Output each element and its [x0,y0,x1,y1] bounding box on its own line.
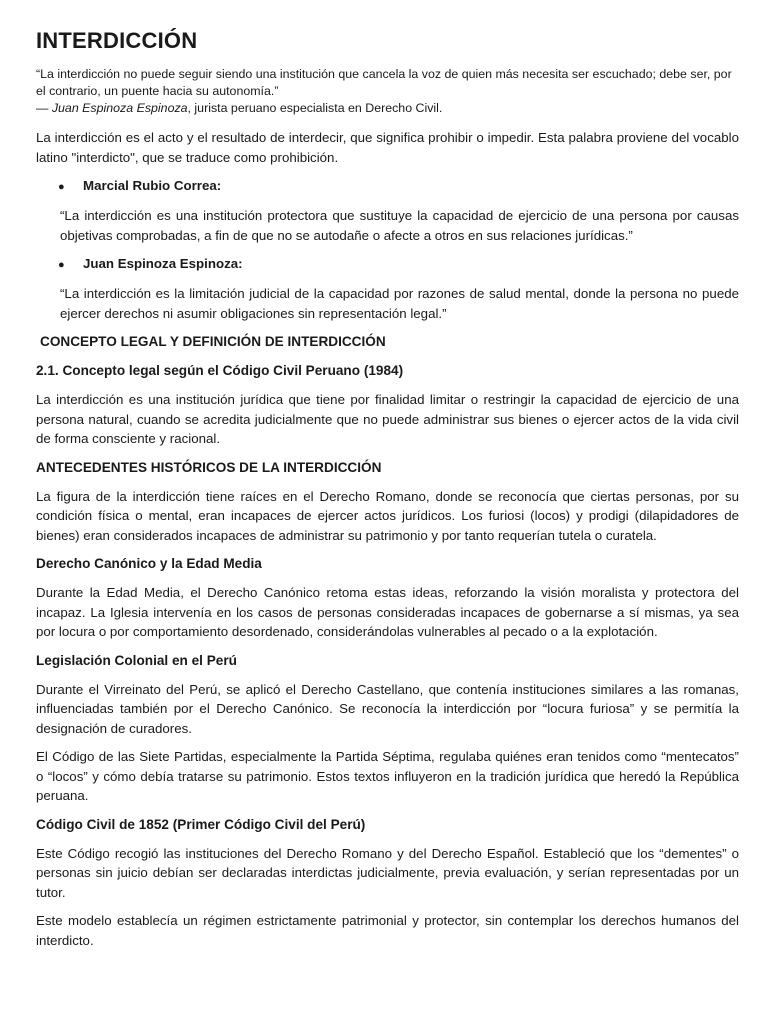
section-heading: 2.1. Concepto legal según el Código Civil Peruano (1984) [36,363,404,378]
page-title: INTERDICCIÓN [36,28,198,53]
epigraph-dash: — [36,101,52,115]
author-quote: “La interdicción es la limitación judicial de la capacidad por razones de salud mental, donde la persona no puede ejercer derechos ni asumir obligaciones sin representación legal.” [60,286,739,321]
section-heading: CONCEPTO LEGAL Y DEFINICIÓN DE INTERDICCIÓN [40,334,386,349]
section-paragraph: Este Código recogió las instituciones del Derecho Romano y del Derecho Español. Estableció que los “dementes” o personas sin juicio debían ser declaradas interdictas judicialmente, previa evaluación, y serían representadas por un tutor. [36,845,739,900]
author-quote: “La interdicción es una institución protectora que sustituye la capacidad de ejercicio de una persona por causas objetivas comprobadas, a fin de que no se autodañe o afecte a otros en sus relaciones jurídicas.” [60,208,739,243]
section-heading: ANTECEDENTES HISTÓRICOS DE LA INTERDICCIÓN [36,459,382,475]
section-heading: Legislación Colonial en el Perú [36,652,237,668]
bullet-icon: ● [58,259,65,271]
bullet-icon: ● [58,181,65,193]
section-heading: Derecho Canónico y la Edad Media [36,556,262,571]
epigraph-quote: “La interdicción no puede seguir siendo una institución que cancela la voz de quien más necesita ser escuchado; debe ser, por el contrario, un puente hacia su autonomía.” [36,67,732,98]
section-paragraph: La interdicción es una institución jurídica que tiene por finalidad limitar o restringir la capacidad de ejercicio de una persona natural, cuando se acredita judicialmente que no puede administrar sus bienes o ejercer actos de la vida civil de forma consciente y racional. [36,392,739,446]
section-paragraph: Durante el Virreinato del Perú, se aplicó el Derecho Castellano, que contenía instituciones similares a las romanas, influenciadas también por el Derecho Canónico. Se reconocía la interdicción por “locura furiosa” y se permitía la designación de curadores. [36,681,739,736]
author-name: Juan Espinoza Espinoza: [83,256,243,271]
section-paragraph: El Código de las Siete Partidas, especialmente la Partida Séptima, regulaba quiénes eran tenidos como “mentecatos” o “locos” y cómo debía tratarse su patrimonio. Estos textos influyeron en la tradición jurídica que heredó la República peruana. [36,749,739,803]
epigraph-role: , jurista peruano especialista en Derecho Civil. [187,101,443,115]
epigraph-attribution [36,100,739,117]
section-paragraph: La figura de la interdicción tiene raíces en el Derecho Romano, donde se reconocía que ciertas personas, por su condición física o mental, eran incapaces de ejercer actos jurídicos. Los furiosi (locos) y prodigi (dilapidadores de bienes) eran considerados incapaces de administrar su patrimonio y por tanto requerían tutela o curatela. [36,488,739,543]
section-paragraph: Durante la Edad Media, el Derecho Canónico retoma estas ideas, reforzando la visión moralista y protectora del incapaz. La Iglesia intervenía en los casos de personas consideradas incapaces de gobernarse a sí mismas, ya sea por locura o por comportamiento desordenado, considerándolas vulnerables al pecado o a la explotación. [36,585,739,639]
author-bullet [36,254,739,275]
author-name: Marcial Rubio Correa: [83,178,222,193]
epigraph [36,66,739,117]
section-heading: Código Civil de 1852 (Primer Código Civil del Perú) [36,816,366,832]
epigraph-author: Juan Espinoza Espinoza [51,101,188,115]
intro-paragraph: La interdicción es el acto y el resultado de interdecir, que significa prohibir o impedir. Esta palabra proviene del vocablo latino "interdicto", que se traduce como prohibición. [36,130,739,165]
author-bullet [36,176,739,197]
section-paragraph: Este modelo establecía un régimen estrictamente patrimonial y protector, sin contemplar los derechos humanos del interdicto. [36,913,739,948]
